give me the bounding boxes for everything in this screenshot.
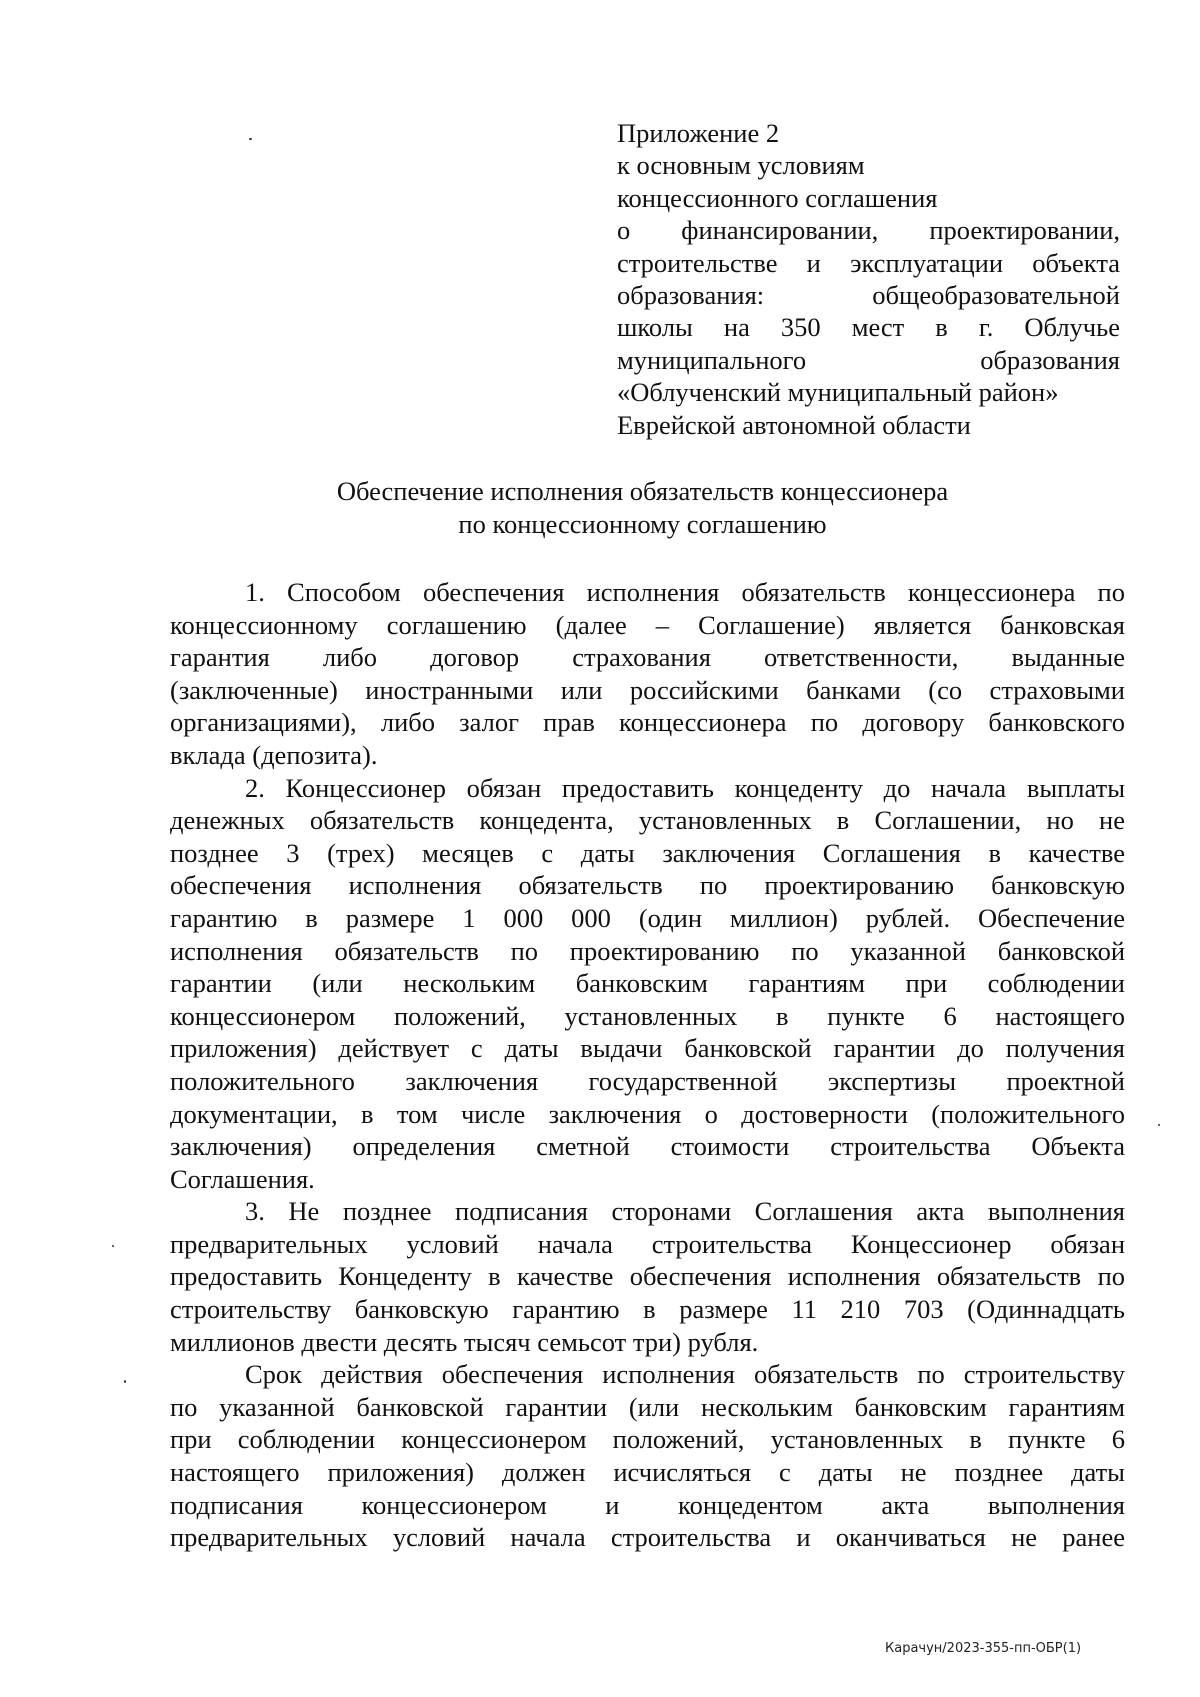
heading-line: по концессионному соглашению <box>458 508 827 539</box>
appendix-header <box>617 117 1120 441</box>
body-line: строительству банковскую гарантию в размере 11 210 703 (Одиннадцать <box>170 1294 1125 1325</box>
body-line: гарантия либо договор страхования ответственности, выданные <box>170 642 1125 673</box>
body-line: настоящего приложения) должен исчисляться с даты не позднее даты <box>170 1457 1125 1488</box>
body-line: вклада (депозита). <box>170 739 378 770</box>
body-line: 2. Концессионер обязан предоставить концеденту до начала выплаты <box>245 772 1125 803</box>
scan-speck <box>112 1245 114 1247</box>
body-line: миллионов двести десять тысяч семьсот три) рубля. <box>170 1326 759 1357</box>
body-line: гарантии (или нескольким банковским гарантиям при соблюдении <box>170 968 1125 999</box>
body-line: при соблюдении концессионером положений, установленных в пункте 6 <box>170 1424 1125 1455</box>
body-line: (заключенные) иностранными или российскими банками (со страховыми <box>170 674 1125 705</box>
document-body <box>170 576 1125 1554</box>
body-line: 3. Не позднее подписания сторонами Соглашения акта выполнения <box>245 1196 1125 1227</box>
body-line: документации, в том числе заключения о достоверности (положительного <box>170 1098 1125 1129</box>
appendix-line: Еврейской автономной области <box>617 409 971 440</box>
appendix-line: к основным условиям <box>617 150 865 181</box>
body-line: гарантию в размере 1 000 000 (один миллион) рублей. Обеспечение <box>170 902 1125 933</box>
appendix-line: муниципального образования <box>617 344 1120 375</box>
heading-line: Обеспечение исполнения обязательств концессионера <box>336 476 949 506</box>
appendix-line: концессионного соглашения <box>617 182 938 213</box>
body-line: организациями), либо залог прав концессионера по договору банковского <box>170 707 1125 738</box>
body-line: Срок действия обеспечения исполнения обязательств по строительству <box>245 1359 1125 1390</box>
body-line: по указанной банковской гарантии (или нескольким банковским гарантиям <box>170 1391 1125 1422</box>
document-heading <box>160 475 1125 540</box>
body-line: концессионному соглашению (далее – Соглашение) является банковская <box>170 609 1125 640</box>
body-line: позднее 3 (трех) месяцев с даты заключения Соглашения в качестве <box>170 837 1125 868</box>
body-line: положительного заключения государственной экспертизы проектной <box>170 1065 1125 1096</box>
body-line: заключения) определения сметной стоимости строительства Объекта <box>170 1131 1125 1162</box>
body-line: исполнения обязательств по проектированию по указанной банковской <box>170 935 1125 966</box>
document-code: Карачун/2023-355-пп-ОБР(1) <box>885 1641 1082 1656</box>
body-line: предоставить Концеденту в качестве обеспечения исполнения обязательств по <box>170 1261 1125 1292</box>
body-line: предварительных условий начала строительства и оканчиваться не ранее <box>170 1522 1125 1553</box>
appendix-line: Приложение 2 <box>617 118 780 148</box>
appendix-line: образования: общеобразовательной <box>617 280 1120 311</box>
body-line: концессионером положений, установленных в пункте 6 настоящего <box>170 1000 1125 1031</box>
appendix-line: «Облученский муниципальный район» <box>617 377 1059 408</box>
body-line: приложения) действует с даты выдачи банковской гарантии до получения <box>170 1033 1125 1064</box>
appendix-line: о финансировании, проектировании, <box>617 215 1120 246</box>
scan-speck <box>1158 1124 1160 1126</box>
appendix-line: школы на 350 мест в г. Облучье <box>617 312 1120 343</box>
body-line: предварительных условий начала строительства Концессионер обязан <box>170 1228 1125 1259</box>
appendix-line: строительстве и эксплуатации объекта <box>617 247 1120 278</box>
body-line: подписания концессионером и концедентом акта выполнения <box>170 1489 1125 1520</box>
body-line: Соглашения. <box>170 1163 315 1194</box>
body-line: денежных обязательств концедента, установленных в Соглашении, но не <box>170 805 1125 836</box>
scan-speck <box>249 138 252 140</box>
scan-speck <box>124 1380 126 1383</box>
body-line: обеспечения исполнения обязательств по проектированию банковскую <box>170 870 1125 901</box>
body-line: 1. Способом обеспечения исполнения обязательств концессионера по <box>245 577 1125 607</box>
